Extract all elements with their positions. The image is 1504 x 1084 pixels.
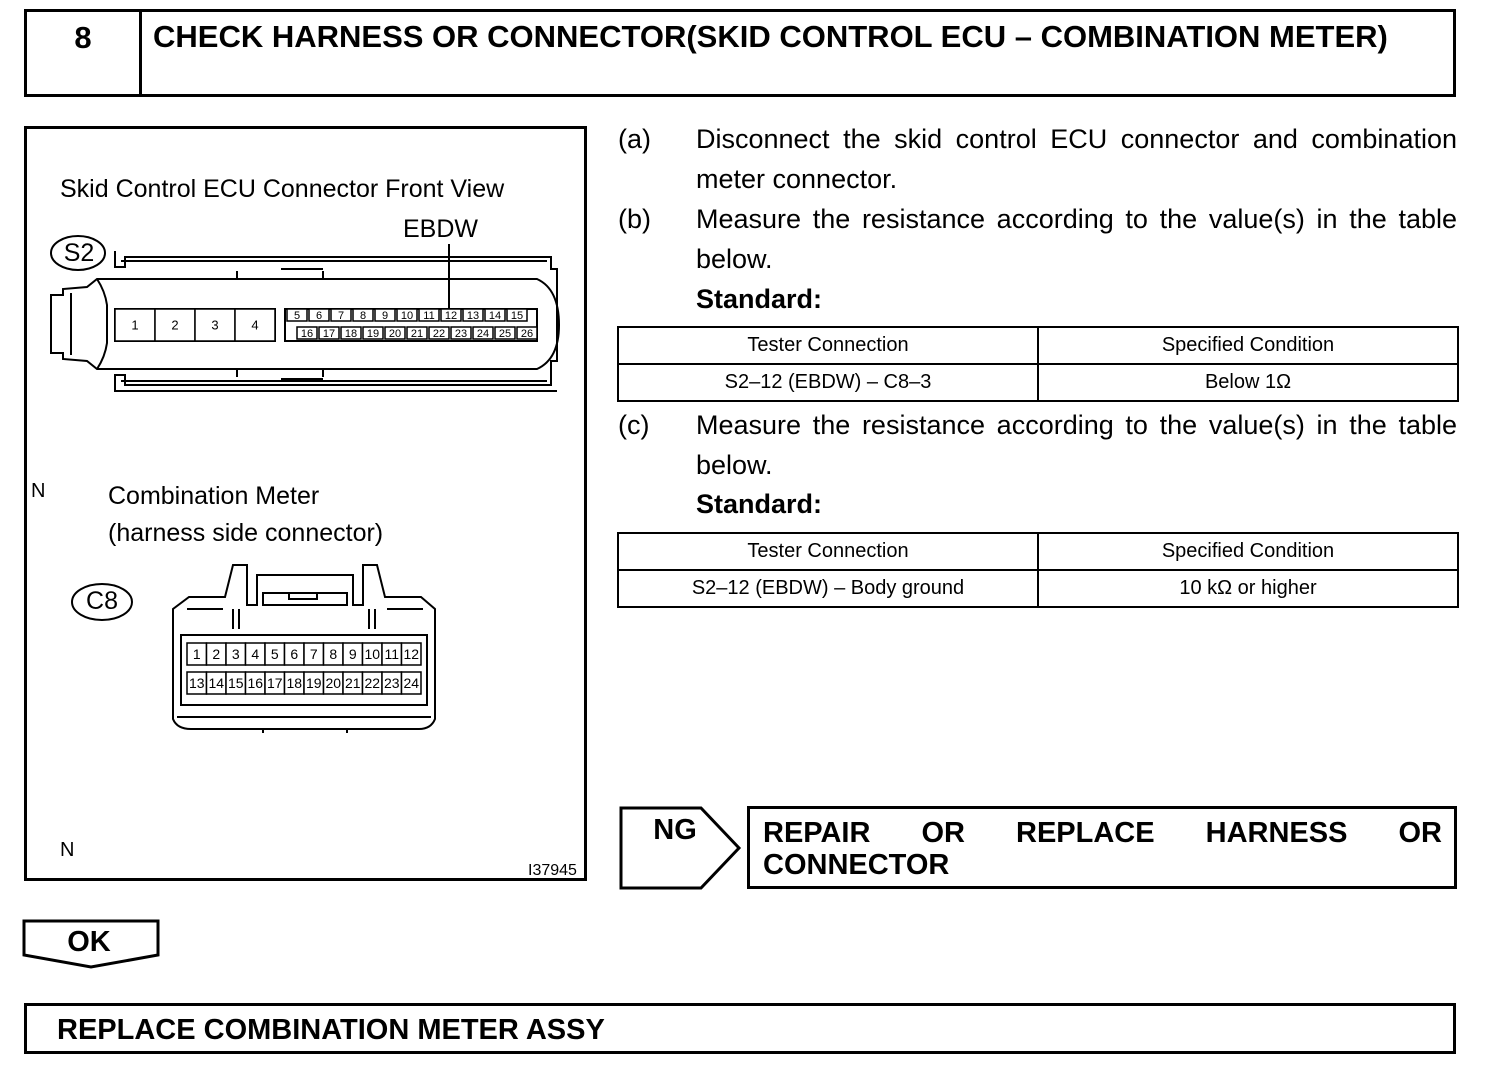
s2-pin: 14	[488, 309, 502, 322]
c8-pin: 23	[383, 675, 400, 692]
step-title: CHECK HARNESS OR CONNECTOR(SKID CONTROL ECU – COMBINATION METER)	[153, 19, 1388, 54]
table-row	[618, 364, 1458, 401]
c8-pin: 21	[344, 675, 361, 692]
c8-pin: 7	[309, 646, 318, 663]
step-a-text: Disconnect the skid control ECU connector and combination meter connector.	[696, 124, 1457, 194]
ok-action-text: REPLACE COMBINATION METER ASSY	[57, 1014, 605, 1046]
step-c-text: Measure the resistance according to the value(s) in the table below.	[696, 410, 1457, 480]
c8-connector-subtitle: (harness side connector)	[108, 519, 384, 547]
ng-action-box	[747, 806, 1457, 889]
connector-illustration	[24, 126, 587, 881]
s2-pin: 5	[293, 309, 301, 322]
table-row	[618, 570, 1458, 607]
ebdw-terminal-label: EBDW	[403, 215, 478, 243]
c8-pin: 9	[348, 646, 357, 663]
step-c-key: (c)	[618, 410, 650, 440]
table-header-row	[618, 327, 1458, 364]
s2-pin: 17	[322, 327, 336, 340]
ng-action-line-1: REPAIR OR REPLACE HARNESS OR	[763, 817, 1442, 849]
s2-pin: 15	[510, 309, 524, 322]
c8-pin: 15	[227, 675, 244, 692]
table-header-cell: Tester Connection	[618, 327, 1038, 364]
step-header	[24, 9, 1456, 97]
s2-pin: 2	[171, 317, 179, 333]
s2-pin: 18	[344, 327, 358, 340]
marker-n-side: N	[31, 480, 46, 502]
ng-label: NG	[653, 814, 697, 846]
c8-pin: 5	[270, 646, 279, 663]
s2-pin: 4	[251, 317, 259, 333]
s2-pin: 16	[300, 327, 314, 340]
marker-n-bottom: N	[60, 839, 75, 861]
s2-large-pin-group	[115, 309, 275, 341]
step-number: 8	[27, 12, 142, 94]
spec-table-1	[617, 326, 1459, 402]
c8-pin: 17	[266, 675, 283, 692]
s2-connector-title: Skid Control ECU Connector Front View	[60, 175, 505, 203]
c8-pin: 19	[305, 675, 322, 692]
spec-table-2	[617, 532, 1459, 608]
s2-pin: 8	[359, 309, 367, 322]
step-a	[618, 119, 1457, 199]
step-a-key: (a)	[618, 124, 651, 154]
s2-pin: 12	[444, 309, 458, 322]
s2-pin: 6	[315, 309, 323, 322]
table-cell: S2–12 (EBDW) – Body ground	[618, 570, 1038, 607]
step-c	[618, 405, 1457, 485]
s2-pin: 20	[388, 327, 402, 340]
step-b-text: Measure the resistance according to the value(s) in the table below.	[696, 204, 1457, 274]
c8-pin-group	[187, 643, 421, 694]
table-header-cell: Specified Condition	[1038, 327, 1458, 364]
ok-action-box	[24, 1003, 1456, 1054]
table-header-cell: Specified Condition	[1038, 533, 1458, 570]
c8-pin: 24	[403, 675, 420, 692]
ok-label: OK	[67, 926, 111, 958]
s2-badge: S2	[63, 239, 95, 267]
table-header-row	[618, 533, 1458, 570]
c8-connector-title: Combination Meter	[108, 482, 320, 510]
c8-pin: 2	[212, 646, 221, 663]
s2-pin: 13	[466, 309, 480, 322]
s2-pin: 26	[520, 327, 534, 340]
s2-pin: 9	[381, 309, 389, 322]
s2-pin: 25	[498, 327, 512, 340]
s2-small-pin-group	[287, 309, 537, 340]
c8-pin: 4	[251, 646, 260, 663]
s2-pin: 22	[432, 327, 446, 340]
s2-pin: 1	[131, 317, 139, 333]
c8-pin: 10	[364, 646, 381, 663]
s2-pin: 11	[423, 309, 435, 322]
c8-pin: 1	[192, 646, 201, 663]
c8-pin: 8	[329, 646, 338, 663]
ng-action-line-2: CONNECTOR	[763, 849, 950, 881]
table-cell: Below 1Ω	[1038, 364, 1458, 401]
standard-label-1: Standard:	[696, 284, 823, 314]
c8-pin: 22	[364, 675, 381, 692]
c8-pin: 13	[188, 675, 205, 692]
c8-pin: 16	[247, 675, 264, 692]
s2-pin: 10	[400, 309, 414, 322]
table-cell: S2–12 (EBDW) – C8–3	[618, 364, 1038, 401]
c8-pin: 14	[208, 675, 225, 692]
c8-pin: 3	[231, 646, 240, 663]
table-cell: 10 kΩ or higher	[1038, 570, 1458, 607]
c8-pin: 11	[384, 646, 400, 663]
standard-label-2: Standard:	[696, 489, 823, 519]
step-b	[618, 199, 1457, 279]
figure-id: I37945	[528, 862, 577, 879]
s2-pin: 7	[337, 309, 345, 322]
c8-badge: C8	[86, 587, 118, 615]
c8-pin: 20	[325, 675, 342, 692]
s2-pin: 23	[454, 327, 468, 340]
s2-pin: 21	[410, 327, 424, 340]
s2-pin: 3	[211, 317, 219, 333]
step-b-key: (b)	[618, 204, 651, 234]
c8-pin: 12	[403, 646, 420, 663]
table-header-cell: Tester Connection	[618, 533, 1038, 570]
s2-pin: 24	[476, 327, 490, 340]
s2-pin: 19	[366, 327, 380, 340]
c8-pin: 18	[286, 675, 303, 692]
c8-pin: 6	[290, 646, 299, 663]
